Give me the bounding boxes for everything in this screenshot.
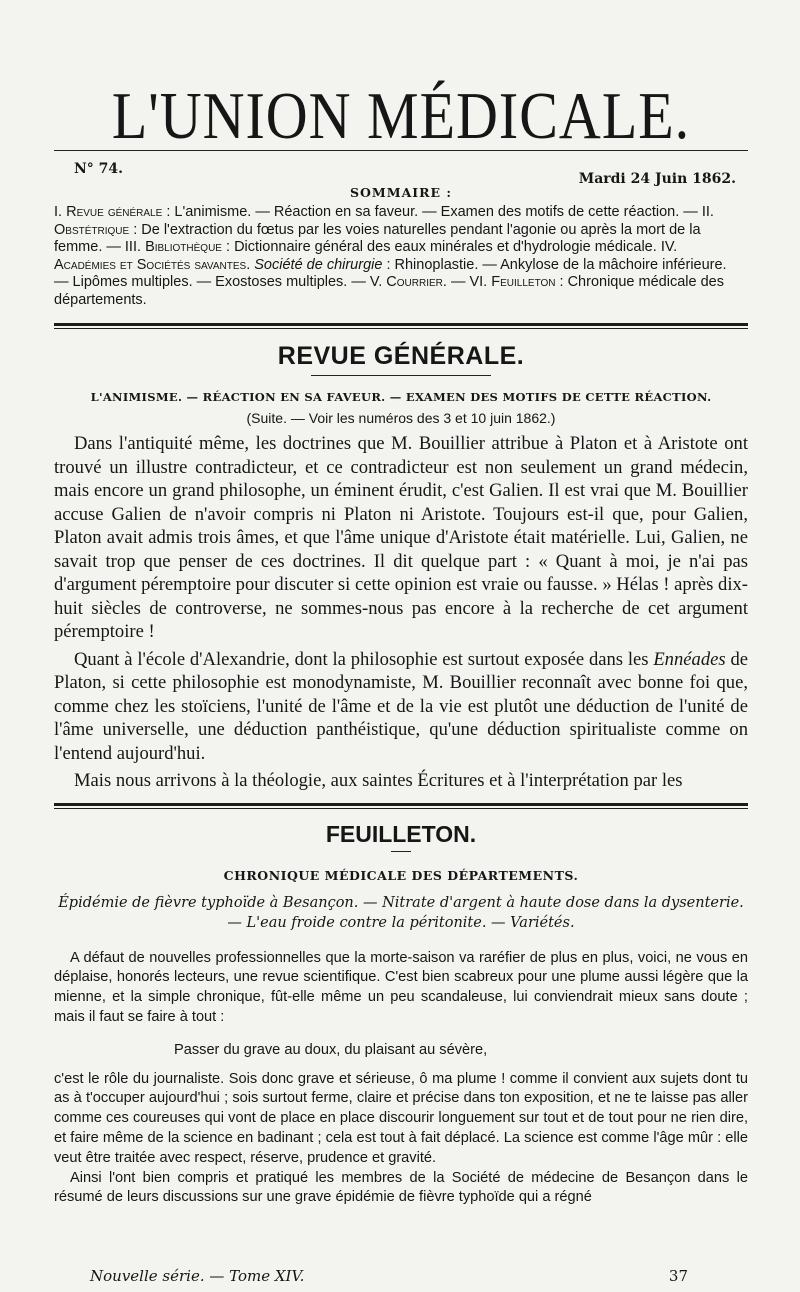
article-paragraph: Quant à l'école d'Alexandrie, dont la philosophie est surtout exposée dans les Ennéades de Platon, si cette philosophie est monodynamiste, M. Bouillier reconnaît avec bonne foi que, comme chez les stoïciens, l'unité de l'âme et de la vie est plutôt une déduction de l'unité de l'âme universelle, une déduction panthéistique, qu'une déduction spiritualiste comme on l'entend aujourd'hui. <box>54 648 748 764</box>
verse-quote: Passer du grave au doux, du plaisant au sévère, <box>174 1041 488 1058</box>
page-number: 37 <box>668 1267 688 1285</box>
issue-date: Mardi 24 Juin 1862. <box>578 171 736 187</box>
feuilleton-subtitle: Épidémie de fièvre typhoïde à Besançon. — Nitrate d'argent à haute dose dans la dysenterie. — L'eau froide contre la péritonite. — Variétés. <box>58 894 744 931</box>
sommaire-label: Feuilleton <box>491 274 556 290</box>
issue-line <box>54 151 748 187</box>
sommaire-label: Revue générale <box>66 204 163 220</box>
sommaire-contents <box>54 204 748 309</box>
feuilleton-paragraph: A défaut de nouvelles professionnelles que la morte-saison va raréfier de plus en plus, voici, ne vous en déplaise, honorés lecteurs, une revue scientifique. C'est bien scabreux pour une plume aussi légère que la mienne, et la simple chronique, fût-elle même un peu scandaleuse, lui conviendrait mieux sans doute ; mais il faut se faire à tout : <box>54 949 748 1025</box>
sommaire-label: Bibliothèque <box>145 239 222 255</box>
feuilleton-divider <box>54 803 748 809</box>
heading-rule <box>391 851 411 852</box>
page-footer <box>90 1267 688 1285</box>
sommaire-label: Courrier <box>386 274 443 290</box>
feuilleton-paragraph: Ainsi l'ont bien compris et pratiqué les membres de la Société de médecine de Besançon dans le résumé de leurs discussions sur une grave épidémie de fièvre typhoïde qui a régné <box>54 1169 748 1206</box>
feuilleton-paragraph: c'est le rôle du journaliste. Sois donc grave et sérieuse, ô ma plume ! comme il convient aux sujets dont tu as à t'occuper aujourd'hui ; sois surtout ferme, claire et précise dans ton exposition, et ne te laisse pas aller comme ces coureuses qui vont de place en place discourir longuement sur tout et de tout pour ne rien dire, et faire même de la science en badinant ; cela est tout à fait déplacé. La science est comme l'âge mûr : elle veut être traitée avec respect, réserve, prudence et gravité. <box>54 1070 748 1166</box>
masthead-title: L'UNION MÉDICALE. <box>111 78 691 153</box>
sommaire-text: I. Revue générale : L'animisme. — Réaction en sa faveur. — Examen des motifs de cette réaction. — II. Obstétrique : De l'extraction du fœtus par les voies naturelles pendant l'agonie ou après la mort de la femme. — III. Bibliothèque : Dictionnaire général des eaux minérales et d'hydrologie médicale. IV. Académies et Sociétés savantes. Société de chirurgie : Rhinoplastie. — Ankylose de la mâchoire inférieure. — Lipômes multiples. — Exostoses multiples. — V. Courrier. — VI. Feuilleton : Chronique médicale des départements. <box>54 204 727 308</box>
heading-rule <box>311 375 491 376</box>
article-paragraph: Dans l'antiquité même, les doctrines que M. Bouillier attribue à Platon et à Aristote ont trouvé un illustre contradicteur, et ce contradicteur est non seulement un grand médecin, mais encore un grand philosophe, un éminent érudit, c'est Galien. Il est vrai que M. Bouillier accuse Galien de n'avoir compris ni Platon ni Aristote. Toujours est-il que, pour Galien, Platon avait admis trois âmes, et que l'âme unique d'Aristote était matérielle. Lui, Galien, ne savait trop que penser de ces doctrines. Il dit quelque part : « Quant à moi, je n'ai pas d'argument péremptoire pour discuter si cette opinion est vraie ou fausse. » Hélas ! après dix-huit siècles de controverse, ne sommes-nous pas encore à la recherche de cet argument péremptoire ! <box>54 433 748 642</box>
series-label: Nouvelle série. — Tome XIV. <box>90 1267 305 1285</box>
feuilleton-title: CHRONIQUE MÉDICALE DES DÉPARTEMENTS. <box>223 867 579 883</box>
section-divider <box>54 323 748 329</box>
sommaire-heading: SOMMAIRE : <box>349 185 453 200</box>
article-paragraph: Mais nous arrivons à la théologie, aux saintes Écritures et à l'interprétation par les <box>74 770 683 791</box>
article-suite-note: (Suite. — Voir les numéros des 3 et 10 juin 1862.) <box>246 410 556 426</box>
sommaire-label: Obstétrique <box>54 221 130 238</box>
feuilleton-heading: FEUILLETON. <box>325 820 477 847</box>
revue-heading: REVUE GÉNÉRALE. <box>277 342 525 370</box>
sommaire-label: Académies et Sociétés savantes <box>54 256 247 273</box>
article-title: L'ANIMISME. — RÉACTION EN SA FAVEUR. — EXAMEN DES MOTIFS DE CETTE RÉACTION. <box>90 390 712 404</box>
issue-number: N° 74. <box>74 161 124 177</box>
